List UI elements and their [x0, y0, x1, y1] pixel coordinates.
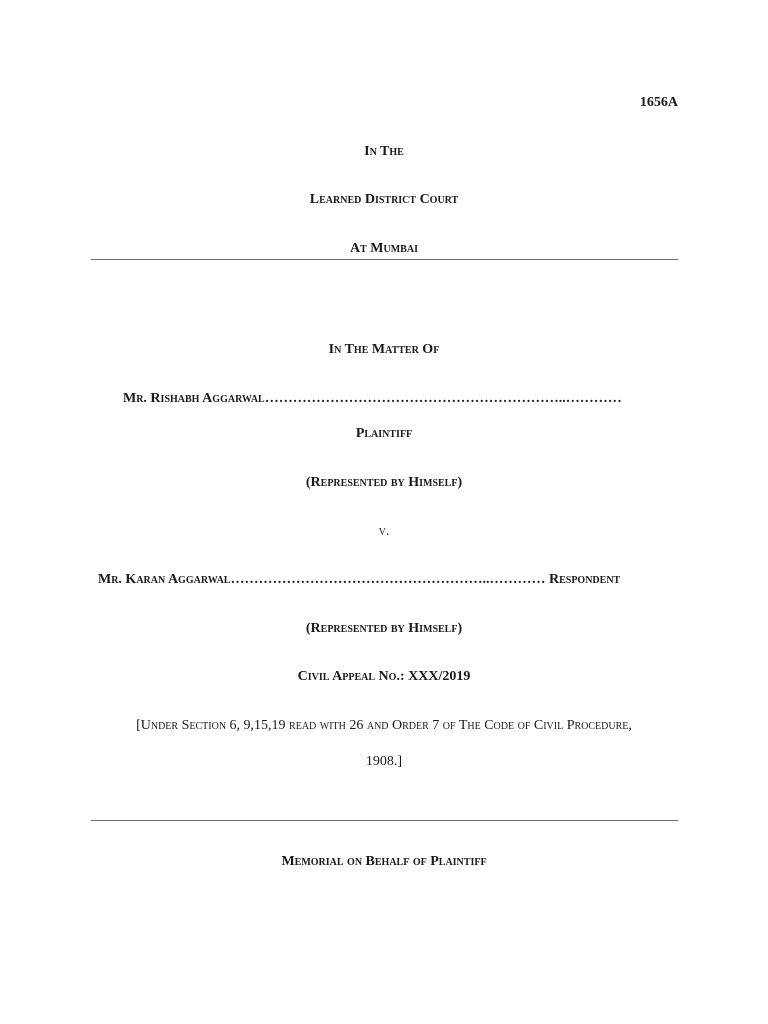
bottom-divider [91, 820, 678, 821]
court-location: At Mumbai [350, 241, 418, 256]
versus-label: v. [378, 524, 390, 539]
plaintiff-representation: (Represented by Himself) [305, 475, 463, 490]
matter-heading: In The Matter Of [328, 342, 440, 357]
plaintiff-role: Plaintiff [355, 426, 413, 441]
respondent-representation: (Represented by Himself) [305, 621, 463, 636]
respondent-name-line: Mr. Karan Aggarwal………………………………………………..………… Respondent [98, 572, 621, 587]
statute-reference-line-1: [Under Section 6, 9,15,19 read with 26 and Order 7 of The Code of Civil Procedure, [136, 718, 632, 733]
memorial-title: Memorial on Behalf of Plaintiff [281, 854, 487, 869]
court-name: Learned District Court [309, 192, 459, 207]
court-line-in-the: In The [364, 144, 404, 159]
document-id: 1656A [639, 95, 678, 110]
statute-reference-line-2: 1908.] [365, 754, 403, 769]
appeal-number: Civil Appeal No.: XXX/2019 [297, 669, 471, 684]
plaintiff-name-line: Mr. Rishabh Aggarwal………………………………………………………..………… [123, 391, 622, 406]
top-divider [91, 259, 678, 260]
